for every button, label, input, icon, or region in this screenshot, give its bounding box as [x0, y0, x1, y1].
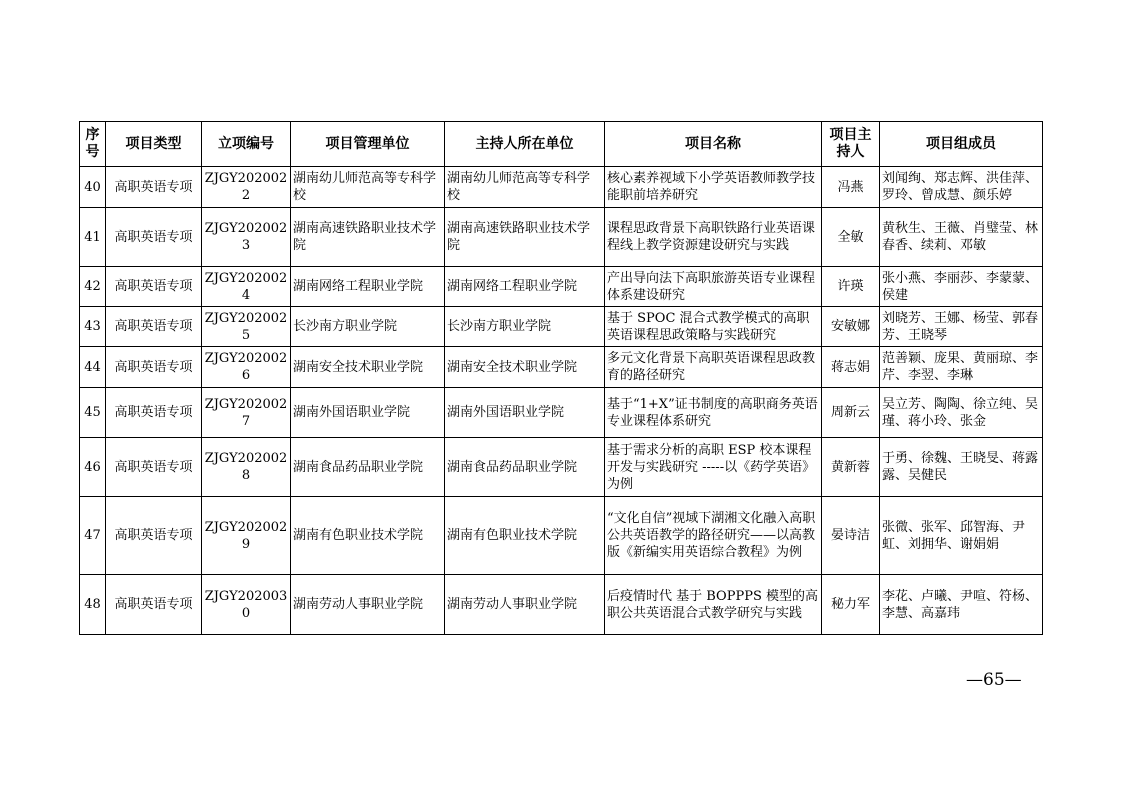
cell-type: 高职英语专项 [106, 167, 202, 208]
cell-code: ZJGY2020027 [202, 388, 291, 438]
cell-host-unit: 湖南有色职业技术学院 [445, 497, 605, 575]
cell-host: 冯燕 [822, 167, 880, 208]
cell-type: 高职英语专项 [106, 307, 202, 347]
header-host: 项目主持人 [822, 122, 880, 167]
cell-mgmt-unit: 湖南外国语职业学院 [291, 388, 445, 438]
cell-title: 多元文化背景下高职英语课程思政教育的路径研究 [605, 347, 822, 388]
cell-host: 安敏娜 [822, 307, 880, 347]
cell-host-unit: 湖南外国语职业学院 [445, 388, 605, 438]
cell-code: ZJGY2020024 [202, 267, 291, 307]
cell-type: 高职英语专项 [106, 267, 202, 307]
cell-members: 张微、张军、邱智海、尹虹、刘拥华、谢娟娟 [880, 497, 1043, 575]
cell-title: 核心素养视域下小学英语教师教学技能职前培养研究 [605, 167, 822, 208]
table-row [80, 497, 1043, 575]
cell-mgmt-unit: 湖南高速铁路职业技术学院 [291, 208, 445, 267]
cell-no: 42 [80, 267, 106, 307]
cell-host: 秘力军 [822, 575, 880, 635]
header-mgmt-unit: 项目管理单位 [291, 122, 445, 167]
cell-code: ZJGY2020030 [202, 575, 291, 635]
cell-no: 40 [80, 167, 106, 208]
cell-code: ZJGY2020028 [202, 438, 291, 497]
cell-members: 刘晓芳、王娜、杨莹、郭春芳、王晓琴 [880, 307, 1043, 347]
cell-host: 许瑛 [822, 267, 880, 307]
cell-title: 课程思政背景下高职铁路行业英语课程线上教学资源建设研究与实践 [605, 208, 822, 267]
cell-members: 吴立芳、陶陶、徐立纯、吴瑾、蒋小玲、张金 [880, 388, 1043, 438]
table-row [80, 438, 1043, 497]
cell-mgmt-unit: 湖南安全技术职业学院 [291, 347, 445, 388]
cell-type: 高职英语专项 [106, 208, 202, 267]
cell-members: 李花、卢曦、尹喧、符杨、李慧、高嘉玮 [880, 575, 1043, 635]
cell-title: 后疫情时代 基于 BOPPPS 模型的高职公共英语混合式教学研究与实践 [605, 575, 822, 635]
cell-members: 黄秋生、王薇、肖璧莹、林春香、续莉、邓敏 [880, 208, 1043, 267]
header-no: 序号 [80, 122, 106, 167]
cell-title: 基于“1+X”证书制度的高职商务英语专业课程体系研究 [605, 388, 822, 438]
cell-no: 44 [80, 347, 106, 388]
cell-members: 于勇、徐魏、王晓旻、蒋露露、吴健民 [880, 438, 1043, 497]
cell-code: ZJGY2020022 [202, 167, 291, 208]
cell-title: 产出导向法下高职旅游英语专业课程体系建设研究 [605, 267, 822, 307]
table-row [80, 347, 1043, 388]
cell-host: 黄新蓉 [822, 438, 880, 497]
cell-no: 41 [80, 208, 106, 267]
header-title: 项目名称 [605, 122, 822, 167]
cell-host: 周新云 [822, 388, 880, 438]
cell-host-unit: 湖南幼儿师范高等专科学校 [445, 167, 605, 208]
table-row [80, 208, 1043, 267]
cell-type: 高职英语专项 [106, 388, 202, 438]
header-host-unit: 主持人所在单位 [445, 122, 605, 167]
cell-members: 刘闻绚、郑志辉、洪佳萍、罗玲、曾成慧、颜乐婷 [880, 167, 1043, 208]
cell-mgmt-unit: 湖南劳动人事职业学院 [291, 575, 445, 635]
cell-type: 高职英语专项 [106, 575, 202, 635]
cell-mgmt-unit: 湖南食品药品职业学院 [291, 438, 445, 497]
table-row [80, 388, 1043, 438]
cell-title: 基于需求分析的高职 ESP 校本课程开发与实践研究 -----以《药学英语》为例 [605, 438, 822, 497]
cell-no: 46 [80, 438, 106, 497]
cell-no: 47 [80, 497, 106, 575]
cell-title: 基于 SPOC 混合式教学模式的高职英语课程思政策略与实践研究 [605, 307, 822, 347]
cell-code: ZJGY2020026 [202, 347, 291, 388]
cell-code: ZJGY2020029 [202, 497, 291, 575]
cell-host-unit: 湖南网络工程职业学院 [445, 267, 605, 307]
cell-host-unit: 长沙南方职业学院 [445, 307, 605, 347]
header-type: 项目类型 [106, 122, 202, 167]
cell-code: ZJGY2020023 [202, 208, 291, 267]
header-code: 立项编号 [202, 122, 291, 167]
cell-mgmt-unit: 湖南有色职业技术学院 [291, 497, 445, 575]
cell-host: 蒋志娟 [822, 347, 880, 388]
table-row [80, 575, 1043, 635]
cell-no: 45 [80, 388, 106, 438]
cell-no: 48 [80, 575, 106, 635]
cell-host-unit: 湖南安全技术职业学院 [445, 347, 605, 388]
cell-code: ZJGY2020025 [202, 307, 291, 347]
table-row [80, 267, 1043, 307]
cell-host-unit: 湖南食品药品职业学院 [445, 438, 605, 497]
table-header-row [80, 122, 1043, 167]
cell-title: “文化自信”视域下湖湘文化融入高职公共英语教学的路径研究——以高教版《新编实用英语综合教程》为例 [605, 497, 822, 575]
cell-type: 高职英语专项 [106, 438, 202, 497]
cell-host: 全敏 [822, 208, 880, 267]
cell-members: 范善颖、庞果、黄丽琼、李芹、李翌、李琳 [880, 347, 1043, 388]
table-row [80, 167, 1043, 208]
cell-host-unit: 湖南劳动人事职业学院 [445, 575, 605, 635]
table-row [80, 307, 1043, 347]
cell-mgmt-unit: 湖南幼儿师范高等专科学校 [291, 167, 445, 208]
cell-host-unit: 湖南高速铁路职业技术学院 [445, 208, 605, 267]
header-members: 项目组成员 [880, 122, 1043, 167]
cell-mgmt-unit: 长沙南方职业学院 [291, 307, 445, 347]
cell-type: 高职英语专项 [106, 347, 202, 388]
cell-type: 高职英语专项 [106, 497, 202, 575]
cell-host: 晏诗洁 [822, 497, 880, 575]
cell-no: 43 [80, 307, 106, 347]
cell-mgmt-unit: 湖南网络工程职业学院 [291, 267, 445, 307]
page-number: —65— [966, 670, 1022, 690]
project-table [79, 121, 1043, 635]
cell-members: 张小燕、李丽莎、李蒙蒙、侯建 [880, 267, 1043, 307]
